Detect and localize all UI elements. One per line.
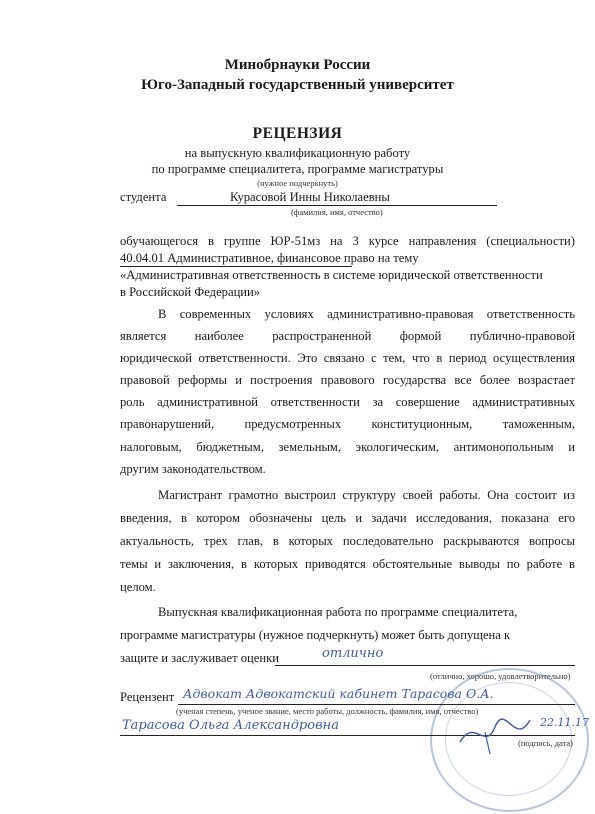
subtitle-line-1: на выпускную квалификационную работу: [184, 146, 411, 160]
reviewer-caption-1: (ученая степень, ученое звание, место работы, должность, фамилия, имя, отчество): [176, 706, 479, 716]
paragraph-1-line: правонарушений, предусмотренных конституционным, таможенным,: [120, 417, 575, 431]
reviewer-label: Рецензент: [120, 690, 175, 704]
reviewer-handwritten-2: Тарасова Ольга Александровна: [122, 718, 339, 733]
paragraph-1-line: другим законодательством.: [120, 462, 266, 476]
student-caption: (фамилия, имя, отчество): [291, 207, 383, 217]
direction-underline: [120, 266, 352, 267]
grade-line: [275, 665, 575, 666]
paragraph-2-line: Магистрант грамотно выстроил структуру своей работы. Она состоит из: [158, 488, 575, 502]
signature-mark: [455, 712, 535, 757]
reviewer-line-1: [178, 704, 575, 705]
ministry-name: Минобрнауки России: [224, 57, 371, 73]
paragraph-1-line: правовой реформы и построения правового государства все более возрастает: [120, 373, 575, 387]
university-name: Юго-Западный государственный университет: [141, 77, 454, 93]
underline-note: (нужное подчеркнуть): [257, 178, 338, 188]
paragraph-3-line-1: Выпускная квалификационная работа по программе специалитета,: [158, 605, 518, 619]
student-label: студента: [120, 190, 167, 204]
paragraph-1-line: В современных условиях административно-правовая ответственность: [158, 307, 575, 321]
student-name: Курасовой Инны Николаевны: [230, 190, 390, 204]
paragraph-2-line: актуальность, трех глав, в которых последовательно раскрываются вопросы: [120, 534, 575, 548]
grade-caption: (отлично, хорошо, удовлетворительно): [430, 671, 571, 681]
paragraph-1-line: налоговым, бюджетным, земельным, экологическим, антимонопольным и: [120, 440, 575, 454]
direction-line: 40.04.01 Административное, финансовое право на тему: [120, 251, 419, 265]
paragraph-1-line: юридической ответственности. Это связано с тем, что в период осуществления: [120, 351, 575, 365]
reviewer-caption-2: (подпись, дата): [518, 738, 574, 748]
reviewer-handwritten-1: Адвокат Адвокатский кабинет Тарасова О.А.: [183, 686, 494, 701]
document-title: РЕЦЕНЗИЯ: [252, 125, 343, 142]
paragraph-1-line: является наиболее распространенной формой публично-правовой: [120, 329, 575, 343]
paragraph-3-line-3: защите и заслуживает оценки: [120, 651, 279, 665]
reviewer-date-handwritten: 22.11.17: [540, 716, 589, 729]
paragraph-2-line: целом.: [120, 580, 156, 594]
group-line: обучающегося в группе ЮР-51мз на 3 курсе направления (специальности): [120, 234, 575, 248]
paragraph-2-line: введения, в котором обозначены цель и задачи исследования, показана его: [120, 511, 575, 525]
student-line: [177, 205, 497, 206]
paragraph-3-line-2: программе магистратуры (нужное подчеркнуть) может быть допущена к: [120, 628, 511, 642]
topic-line-1: «Административная ответственность в системе юридической ответственности: [120, 268, 543, 282]
subtitle-line-2: по программе специалитета, программе магистратуры: [151, 162, 444, 176]
paragraph-2-line: темы и заключения, в которых приводятся обстоятельные выводы по работе в: [120, 557, 575, 571]
paragraph-1-line: роль административной ответственности за совершение административных: [120, 395, 575, 409]
grade-handwritten: отлично: [322, 646, 384, 661]
topic-line-2: в Российской Федерации»: [120, 285, 261, 299]
